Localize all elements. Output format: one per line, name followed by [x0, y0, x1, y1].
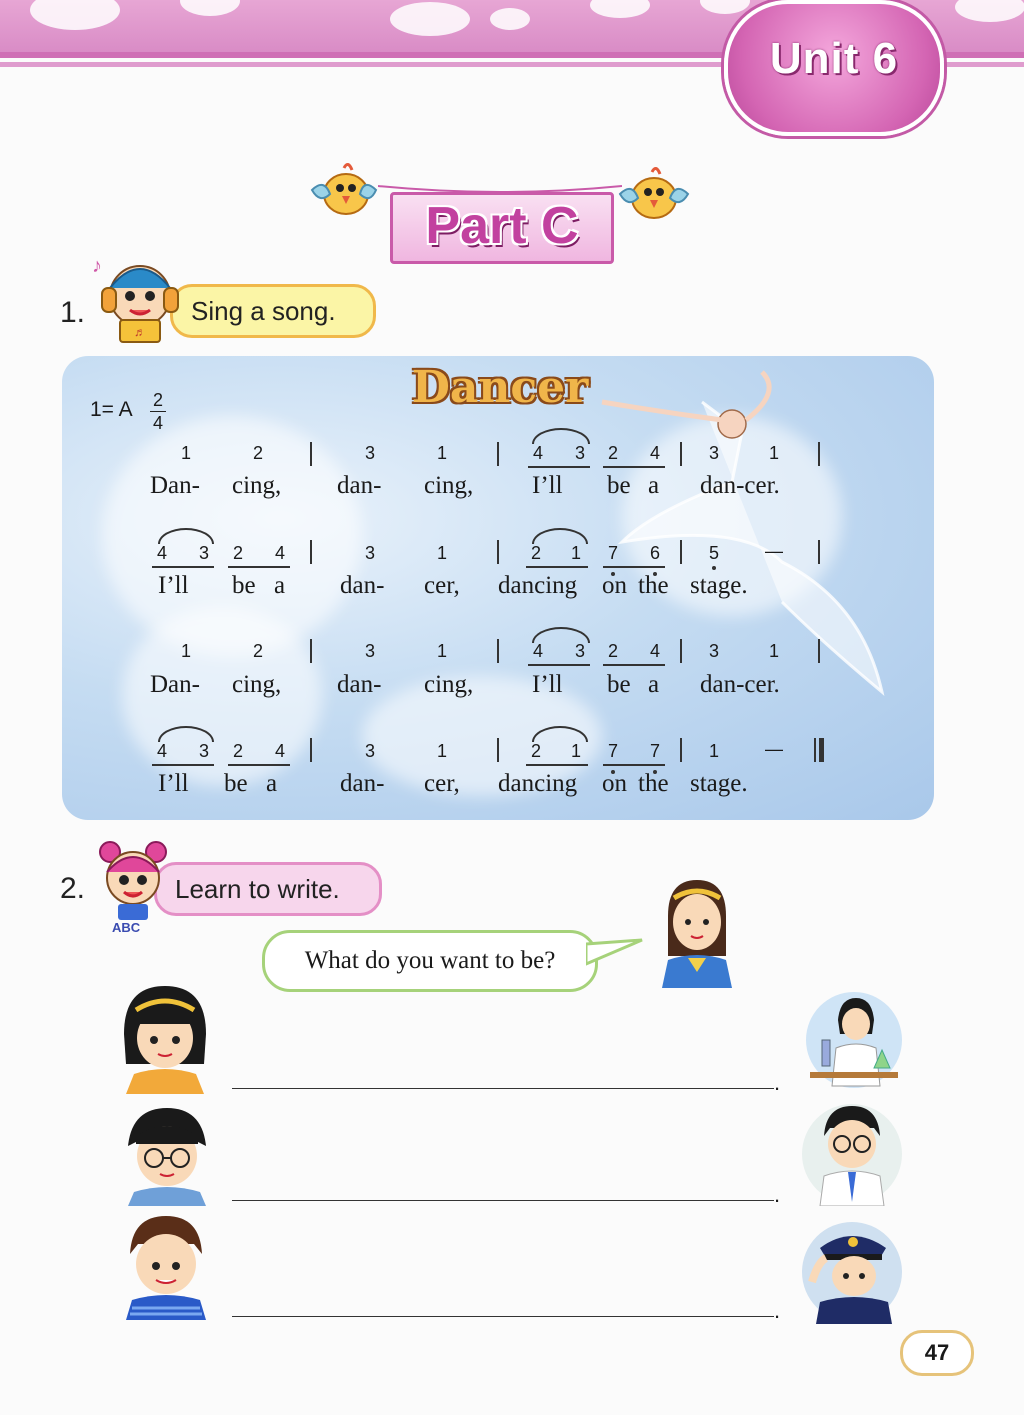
note: 6	[649, 543, 660, 563]
bar-line	[680, 738, 682, 762]
note: 4	[649, 443, 660, 463]
bar-line	[818, 442, 820, 466]
kid-boy-glasses-icon	[118, 1106, 216, 1206]
bar-line	[680, 540, 682, 564]
final-bar-line-thick	[819, 738, 824, 762]
write-line-3-period: .	[774, 1298, 781, 1323]
note: 2	[232, 741, 243, 761]
note: 3	[708, 443, 719, 463]
lyric: the	[638, 572, 669, 599]
kid-boy-icon	[118, 1214, 214, 1320]
section2-number: 2.	[60, 872, 86, 905]
bird-right-icon	[616, 166, 692, 228]
lyric: cer,	[424, 770, 460, 797]
note: 1	[570, 543, 581, 563]
lyric: on	[602, 770, 627, 797]
underline	[526, 764, 588, 766]
lyric: Dan-	[150, 671, 200, 698]
page-number-text: 47	[924, 1340, 950, 1365]
bar-line	[497, 639, 499, 663]
underline	[228, 566, 290, 568]
note-dot	[712, 566, 716, 570]
lyric: a	[266, 770, 278, 797]
lyric: dan-	[337, 472, 382, 499]
note: 2	[252, 641, 263, 661]
bar-line	[680, 442, 682, 466]
underline	[528, 664, 590, 666]
write-line-1[interactable]	[232, 1088, 774, 1089]
lyric: dan-	[340, 572, 385, 599]
note: 3	[574, 641, 585, 661]
lyric: be	[607, 472, 631, 499]
note: 3	[198, 741, 209, 761]
write-line-2[interactable]	[232, 1200, 774, 1201]
lyric: cing,	[232, 472, 282, 499]
underline	[228, 764, 290, 766]
write-line-1-period: .	[774, 1070, 781, 1095]
note: 4	[532, 641, 543, 661]
final-bar-line	[814, 738, 816, 762]
write-line-2-period: .	[774, 1182, 781, 1207]
underline	[603, 566, 665, 568]
note: 1	[708, 741, 719, 761]
underline	[603, 664, 665, 666]
scientist-icon	[800, 990, 908, 1090]
note: 4	[156, 741, 167, 761]
note: 1	[180, 443, 191, 463]
note: 3	[364, 543, 375, 563]
section1-number: 1.	[60, 296, 86, 329]
bar-line	[310, 442, 312, 466]
bar-line	[497, 540, 499, 564]
lyric: dancing	[498, 770, 578, 797]
mascot-girl-icon	[92, 838, 174, 936]
lyric: dan-cer.	[700, 671, 780, 698]
note: 4	[649, 641, 660, 661]
note: 3	[364, 741, 375, 761]
lyric: dan-cer.	[700, 472, 780, 499]
note: 7	[607, 543, 618, 563]
bar-line	[680, 639, 682, 663]
part-title: Part C	[425, 197, 579, 255]
note: 3	[364, 443, 375, 463]
note: 1	[768, 641, 779, 661]
lyric: cing,	[424, 472, 474, 499]
note: 2	[252, 443, 263, 463]
note: 7	[649, 741, 660, 761]
write-line-3[interactable]	[232, 1316, 774, 1317]
lyric: dan-	[340, 770, 385, 797]
note: 1	[570, 741, 581, 761]
note: 2	[232, 543, 243, 563]
lyric: dan-	[337, 671, 382, 698]
bar-line	[310, 639, 312, 663]
time-signature-bottom: 4	[152, 413, 163, 433]
note: —	[765, 541, 783, 561]
note: 7	[607, 741, 618, 761]
underline	[603, 466, 665, 468]
underline	[603, 764, 665, 766]
bar-line	[310, 738, 312, 762]
time-signature-top: 2	[152, 390, 163, 410]
lyric: stage.	[690, 572, 748, 599]
note: 4	[274, 741, 285, 761]
mascot1-badge: ♬	[134, 325, 146, 339]
note: 4	[156, 543, 167, 563]
note: 2	[607, 443, 618, 463]
question-bubble	[262, 930, 598, 992]
note: 1	[436, 641, 447, 661]
bar-line	[818, 540, 820, 564]
note: 1	[436, 543, 447, 563]
bubble-tail	[586, 938, 646, 968]
note: 2	[530, 543, 541, 563]
lyric: a	[274, 572, 286, 599]
bird-left-icon	[306, 160, 382, 222]
doctor-icon	[796, 1102, 908, 1206]
unit-label: Unit 6	[769, 34, 899, 83]
bar-line	[818, 639, 820, 663]
svg-text:♪: ♪	[92, 255, 102, 277]
lyric: stage.	[690, 770, 748, 797]
lyric: a	[648, 671, 660, 698]
ballerina-illustration	[582, 362, 922, 762]
note: 4	[274, 543, 285, 563]
teacher-girl-icon	[654, 876, 740, 988]
note: 1	[436, 741, 447, 761]
section1-instruction: Sing a song.	[170, 284, 376, 338]
lyric: I’ll	[158, 770, 189, 797]
bar-line	[497, 442, 499, 466]
lyric: be	[607, 671, 631, 698]
lyric: dancing	[498, 572, 578, 599]
lyric: I’ll	[532, 671, 563, 698]
lyric: I’ll	[532, 472, 563, 499]
lyric: cer,	[424, 572, 460, 599]
lyric: I’ll	[158, 572, 189, 599]
page-number	[900, 1330, 974, 1376]
lyric: cing,	[424, 671, 474, 698]
song-title: Dancer	[411, 362, 589, 413]
note: 3	[198, 543, 209, 563]
time-signature	[150, 390, 166, 433]
lyric: be	[232, 572, 256, 599]
note: —	[765, 739, 783, 759]
underline	[152, 764, 214, 766]
lyric: cing,	[232, 671, 282, 698]
bar-line	[497, 738, 499, 762]
song-key: 1= A	[90, 398, 133, 421]
lyric: the	[638, 770, 669, 797]
kid-girl-icon	[118, 984, 212, 1094]
note: 4	[532, 443, 543, 463]
underline	[526, 566, 588, 568]
note: 3	[708, 641, 719, 661]
underline	[528, 466, 590, 468]
lyric: on	[602, 572, 627, 599]
mascot2-badge: ABC	[112, 920, 141, 935]
note: 3	[574, 443, 585, 463]
note: 1	[436, 443, 447, 463]
note: 1	[180, 641, 191, 661]
bar-line	[310, 540, 312, 564]
note: 2	[530, 741, 541, 761]
question-text: What do you want to be?	[304, 947, 556, 974]
lyric: a	[648, 472, 660, 499]
police-officer-icon	[796, 1222, 908, 1324]
note: 5	[708, 543, 719, 563]
mascot-headphones-icon	[84, 252, 194, 346]
note: 2	[607, 641, 618, 661]
note: 1	[768, 443, 779, 463]
lyric: be	[224, 770, 248, 797]
lyric: Dan-	[150, 472, 200, 499]
section2-instruction: Learn to write.	[154, 862, 382, 916]
underline	[152, 566, 214, 568]
note: 3	[364, 641, 375, 661]
